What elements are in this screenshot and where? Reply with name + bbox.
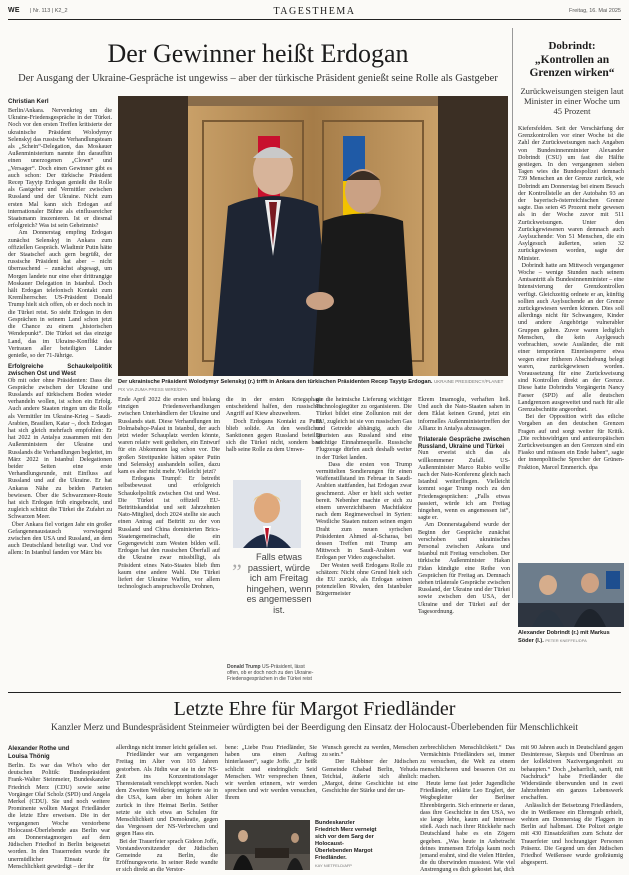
issue-number: | Nr. 113 | K2_2 [30, 8, 68, 14]
story2-column-4 [322, 745, 418, 817]
sidebar-body-3: Bei der Opposition wirft das etliche Vorgaben an den deutschen Grenzen Fragen auf und sorgt weiter für Kritik. „Die rechtswidrigen und antieuropäischen Zurückweisungen an den Grenzen sind ein Fiasko und müssen ein Ende haben“, sagte der innenpolitische Sprecher der Grünen-Fraktion, Marcel Emmerich. dpa [518, 414, 625, 471]
lead-column-1 [8, 108, 112, 688]
sidebar-divider [512, 28, 513, 598]
sidebar-photo-caption-text: Alexander Dobrindt (r.) mit Markus Söder (l.). [518, 630, 610, 644]
lead-col2b-text: Erdogans Trumpf: Er betreibt selbstbewusst und erfolgreich Schaukelpolitik zwischen Ost und West. Die Türkei ist offiziell EU-Beitrittskandidat und seit Jahrzehnten Nato-Mitglied, doch 2024 stellte sie auch einen Antrag auf Beitritt zu der von Russland und China dominierten Brics-Staatengemeinschaft, die ein Gegengewicht zum Westen bilden will. Erdogan hat den russischen Überfall auf die Ukraine zwar missbilligt, als Präsident eines Nato-Staates blieb ihm kaum eine andere Wahl. Die Türkei liefert der Ukraine Waffen, vor allem technologisch anspruchsvolle Drohnen, [118, 476, 221, 591]
lead-col5b-text: Nun erweist sich das als willkommener Zufall. US-Außenminister Marco Rubio wollte nach der Nato-Konferenz gleich nach Istanbul weiterfliegen. Vielleicht kommt sogar Trump noch zu den Friedensgesprächen: „Falls etwas passiert, würde ich am Freitag hingehen, wenn es angemessen ist“, sagte er. [418, 450, 510, 522]
story2-col2-text: allerdings nicht immer leicht gefallen sei. [116, 745, 218, 751]
section-title: TAGESTHEMA [273, 6, 356, 17]
story2-col2b-text: Friedländer war am vergangenen Freitag im Alter von 103 Jahren gestorben. Als Jüdin war sie in der NS-Zeit ins Konzentrationslager Theresienstadt verschleppt worden. Nach dem Zweiten Weltkrieg emigrierte sie in die USA, kam aber im hohen Alter zurück in ihre Heimat Berlin. Seither setzte sie sich etwa an Schulen für Menschlichkeit und Demokratie, gegen das Vergessen der NS-Verbrechen und gegen Hass ein. [116, 752, 219, 838]
pull-quote-credit-text: US-Präsident, lässt offen, ob er doch noch zu den Ukraine-Friedensgesprächen in die Türkei reist [227, 664, 314, 682]
story2-column-2 [116, 745, 219, 874]
lead-col5-text: Ekrem Imamoglu, verhaften ließ. Und auch die Nato-Staaten sahen in dem Eklat keinen Grund, jetzt ein informelles Außenministertreffen der Allianz in Antalya abzusagen. [418, 397, 510, 432]
story2-col4-text: Wunsch gerecht zu werden, Menschen zu sein.“ [322, 745, 418, 759]
story2-column-1 [8, 763, 110, 870]
lead-col3-text: die in der ersten Kriegsphase entscheidend halfen, den russischen Angriff auf Kiew abzuwehren. [226, 397, 322, 418]
story2-headline: Letzte Ehre für Margot Friedländer [173, 698, 456, 720]
lead-photo-caption-text: Der ukrainische Präsident Wolodymyr Selenskyj (r.) trifft in Ankara den türkischen Präsidenten Recep Tayyip Erdogan. [118, 379, 433, 385]
story2-col3-text: bene: „Liebe Frau Friedländer, Sie haben uns einen Auftrag hinterlassen“, sagte Joffe. „Er heißt schlicht und eindringlich: Seid Menschen. Wir versprechen Ihnen, wir werden erinnern, wir werden sprechen und wir werden versuchen, Ihrem [225, 745, 317, 802]
sidebar-body-2: Dobrindt hatte am Mittwoch vergangener Woche – wenige Stunden nach seinem Amtsantritt als Bundesinnenminister – eine Intensivierung der Grenzkontrollen verfügt. Gleichzeitig ordnete er an, künftig sollten auch Asylsuchende an der Grenze zurückgewiesen werden können. Dies soll allerdings nicht für Schwangere, Kinder und andere Angehörige vulnerabler Gruppen gelten. Zuvor waren lediglich Menschen, die kein Asylgesuch vorbrachten, sowie Ausländer, die mit einer temporären Einreisesperre etwa wegen einer früheren Abschiebung belegt waren, zurückgewiesen worden. Voraussetzung für eine Zurückweisung sind Kontrollen direkt an der Grenze. Diese hatte Dobrindts Vorgängerin Nancy Faeser (SPD) auf alle deutschen Landgrenzen ausgeweitet und nach für alle Grenzabschnitte angeordnet. [518, 262, 624, 413]
lead-col4-text: gie die heimische Lieferung wichtiger Technologiegüter zu organisieren. Die Türkei bildet eine Zollunion mit der EU, zugleich ist sie von russischen Gas und Getreide abhängig, auch die Touristen aus Russland sind eine wichtige Einnahmequelle. Russische Flugzeuge dürfen auch deshalb weiter in der Türkei landen. [316, 397, 412, 461]
lead-photo [118, 96, 508, 376]
lead-column-4 [316, 397, 412, 687]
lead-subheading-1: Erfolgreiche Schaukelpolitik zwischen Ost und West [8, 363, 112, 378]
story2-col6b-text: Anlässlich der Beisetzung Friedländers, die in Weißensee ein Ehrengrab erhielt, wehten am Donnerstag die Flaggen in Berlin auf halbmast. Die Polizei zeigte mit 430 Einsatzkräften zum Schutz der Trauerfeier und hochrangiger Personen Präsenz. Die Gegend um den Jüdischen Friedhof Weißensee wurde großräumig abgesperrt. [521, 802, 624, 867]
lead-col4c-text: Der Westen weiß Erdogans Rolle zu schätzen: Nicht ohne Grund hielt sich die EU zurück, als Erdogan seinen potenziellen Rivalen, den Istanbuler Bürgermeister [316, 562, 412, 598]
sidebar-title: „Kontrollen an Grenzen wirken“ [529, 54, 615, 79]
sidebar-body-1: Kiefersfelden. Seit der Verschärfung der Grenzkontrollen vor einer Woche ist die Zahl der Zurückweisungen nach Angaben von Bundesinnenminister Alexander Dobrindt (CSU) um fast die Hälfte gestiegen. In den vergangenen sieben Tagen wies die Bundespolizei demnach 739 Menschen an der Grenze zurück, wie Dobrindt am Donnerstag bei einem Besuch der Kontrollstelle an der Autobahn 93 an der bayerisch-österreichischen Grenze sagte. Das seien 45 Prozent mehr gewesen als in der Woche zuvor mit 511 Zurückweisungen. Unter den Zurückgewiesenen waren demnach auch Asylsuchende: Von 51 Menschen, die ein Asylgesuch äußerten, seien 32 zurückgewiesen worden, sagte der Minister. [518, 126, 624, 262]
sidebar-subtitle: Zurückweisungen steigen laut Minister in einer Woche um 45 Prozent [520, 86, 624, 116]
sidebar-photo [518, 563, 624, 627]
story2-col1-text: Berlin. Es war das Who's who der deutschen Politik: Bundespräsident Frank-Walter Steinmeier, Bundeskanzler Friedrich Merz (CDU) sowie seine Vorgänger Olaf Scholz (SPD) und Angela Merkel (CDU). Sie und noch weitere Prominente wollten Margot Friedländer die letzte Ehre erweisen. Die in der vergangenen Woche verstorbene Holocaust-Überlebende aus Berlin war am Donnerstagmorgen auf dem Jüdischen Friedhof in Berlin beigesetzt worden. In den Trauerreden wurde ihr unermüdlicher Einsatz für Menschlichkeit gewürdigt – der ihr [8, 763, 110, 870]
quote-mark-icon: „ [232, 547, 242, 572]
sidebar-photo-credit: PETER KNEFFEL/DPA [545, 638, 587, 643]
lead-headline: Der Gewinner heißt Erdogan [107, 39, 409, 68]
lead-col1-text: Berlin/Ankara. Nervenkrieg um die Ukraine-Friedensgespräche in der Türkei. Noch vor den ersten Treffen kritisierte der ukrainische Präsident Wolodymyr Selenskyj das russische Verhandlungsteam als „Schein“-Delegation, das Moskauer Außenministerium nannte ihn daraufhin einen unerzogenen „Clown“ und „Versager“. Doch einen Gewinner gibt es auch schon: Der türkische Präsident Recep Tayyip Erdogan genießt die Rolle als Gastgeber und Vermittler zwischen Russland und der Ukraine. Nicht zum ersten Mal kann sich Erdogan auf internationaler Bühne als einflussreicher Staatsmann inszenieren. Ist er diesmal erfolgreich? Was ist sein Geheimnis? [8, 108, 112, 230]
story2-column-5 [420, 745, 515, 874]
story2-col5-text: zerbrechlichen Menschlichkeit.“ Das Vermächtnis Friedländers sei, immer zu versuchen, die Welt zu einem menschlicheren und besseren Ort zu machen. [420, 745, 515, 780]
trump-portrait [233, 480, 301, 548]
lead-subhead: Der Ausgang der Ukraine-Gespräche ist ungewiss – aber der türkische Präsident genießt seine Rolle als Gastgeber [18, 73, 498, 84]
story2-col6-text: mit 90 Jahren auch in Deutschland gegen Desinteresse, Skepsis und Überdruss an der kollektiven Nazivergangenheit zu behaupten.“ Doch „beharrlich, sanft, mit Nachdruck“ habe Friedländer die Widerstände überwunden und in zwei Jahrzehnten ein ganzes Lebenswerk erschaffen. [521, 745, 623, 802]
story2-column-6 [521, 745, 623, 870]
story2-photo-image [225, 820, 310, 870]
story2-col4b-text: Der Rabbiner der Jüdischen Gemeinde Chabad Berlin, Yehuda Teichtal, äußerte sich ähnlich: „Margot, deine Geschichte ist eine Geschichte der Stärke und der un- [322, 759, 419, 795]
story2-photo-caption-text: Bundeskanzler Friedrich Merz verneigt sich vor dem Sarg der Holocaust-Überlebenden Margot Friedländer. [315, 820, 377, 861]
lead-photo-credit: PIX VIA ZUMA PRESS WIRE/DPA [118, 387, 187, 392]
lead-subheading-2: Trilaterale Gespräche zwischen Russland, Ukraine und Türkei [418, 436, 510, 451]
story2-column-3 [225, 745, 317, 817]
lead-col1b-text: Am Donnerstag empfing Erdogan zunächst Selenskyj in Ankara zum offiziellen Gespräch. Wladimir Putin hätte der Staatschef auch gern begrüßt, der russische Präsident hat aber – nicht überraschend – zunächst abgesagt, um Morgen landete nur eine eher drittrangige Moskauer Delegation in Istanbul. Doch hält Erdogan telefonisch Kontakt zum Kremlherrscher. US-Präsident Donald Trump hielt sich offen, ob er doch noch in die Türkei reist. So sieht Erdogan in den Gesprächen in seinem Land schon jetzt die Chance zu einem „historischen Wendepunkt“. Die Türkei sei das einzige Land, das im Ukraine-Konflikt das Vertrauen aller beteiligten Länder genieße, so der 71-Jährige. [8, 230, 112, 359]
lead-col5c-text: Am Donnerstagabend wurde der Beginn der Gespräche zunächst verschoben und ukrainisches Personal zwischen Ankara und Istanbul mit Freitag verschoben. Der türkische Außenminister Hakan Fidan kündigte eine Reihe von Gesprächen für Freitag an. Demnach stehen trilaterale Gespräche zwischen Russland, der Ukraine und der Türkei sowie zwischen den USA, der Ukraine und der Türkei auf der Tagesordnung. [418, 522, 510, 615]
sidebar-photo-caption [518, 630, 624, 645]
lead-column-5 [418, 397, 510, 687]
sidebar-kicker: Dobrindt: [548, 40, 596, 52]
pull-quote-credit-name: Donald Trump [227, 664, 261, 670]
sidebar-body [518, 126, 624, 560]
story2-subhead: Kanzler Merz und Bundespräsident Steinmeier würdigten bei der Beerdigung den Einsatz der Holocaust-Überlebenden für Menschlichkeit [50, 723, 579, 733]
lead-column-2 [118, 397, 220, 687]
lead-col1d-text: Über Ankara fiel vorigen Jahr ein großer Gefangenenaustausch vorwiegend zwischen den USA und Russland, an dem auch Deutschland beteiligt war. Und vor allem: In Istanbul fanden vor März bis [8, 521, 113, 557]
lead-author: Christian Kerl [8, 98, 49, 105]
story2-photo-caption [315, 820, 377, 870]
story2-photo-credit: KAY NIETFELD/AFP [315, 863, 352, 868]
lead-column-3 [226, 397, 322, 477]
story-divider [8, 692, 621, 693]
issue-date: Freitag, 16. Mai 2025 [569, 8, 621, 14]
trump-portrait-image [233, 480, 301, 548]
newspaper-logo: WE [8, 7, 20, 14]
lead-col1c-text: Ob mit oder ohne Präsidenten: Dass die Gespräche zwischen der Ukraine und Russlands auf türkischem Boden wieder verhandeln wollen, ist schon ein Erfolg. Auch andere Staaten ringen um die Rolle als Vermittler im Ukraine-Krieg – Saudi-Arabien, Brasilien, Katar –, doch Erdogan hat sich gleich mehrfach empfohlen: Er hat 2022 in Antalya zusammen mit den Außenministern der Ukraine und Russlands die Verhandlungen begleitet, im März 2022 in Istanbul Delegationen beider Seiten eine erste Verhandlungsrunde, mit Einfluss auf Russland und auf die Ukraine. Er hat Ankaras Nähe zu beiden Parteien bewiesen. Über die Schwarzmeer-Route hat sich Erdogan früh eingebracht, und zugleich schützt die Türkei die Zufahrt zu Schwarzen Meer. [8, 377, 112, 521]
story2-col5b-text: Heute lerne fast jeder Jugendliche Friedländer, erklärte Leo Englert, der Wegbegleiter der Berliner Ehrenbürgerin. Sich erinnerte er daran, dass ihre Geschichte in den USA, wo sie lange lebte, kaum auf Interesse stieß. Auch nach ihrer Rückkehr nach Deutschland habe es ein Zögern gegeben. „Was heute in Anbetracht deines immensen Erfolgs kaum noch jemand erahnt, sind die vielen Hürden, die du überwinden musstest. Wie viel Anstrengung es dich gekostet hat, dich [420, 781, 515, 874]
lead-photo-caption [118, 378, 508, 394]
lead-col3b-text: Doch Erdogans Kontakt zu Putin blieb solide. An den westlichen Sanktionen gegen Russland beteiligt sich die Türkei nicht, sondern baut halb seine Rolle zu dem Umwe- [226, 418, 323, 454]
story2-authors: Alexander Rothe und Louisa Thönig [8, 745, 70, 760]
lead-photo-image [118, 96, 508, 376]
lead-col2-text: Ende April 2022 die ersten und bislang einzigen Friedensverhandlungen zwischen Unterhändlern der Ukraine und Russlands statt. Diese Verhandlungen im Dolmabahçe-Palast in Istanbul, der auch jetzt wieder Schauplatz werden könnte, waren relativ weit gediehen, ein Entwurf für ein Abkommen lag schon vor. Die großen Streitpunkte hätten später Putin und Selenskyj aushandeln sollen, dazu kam es aber nicht mehr. Vielleicht jetzt? [118, 397, 220, 476]
masthead [8, 6, 621, 20]
pull-quote-credit [227, 664, 317, 682]
story2-photo [225, 820, 310, 870]
story2-col2c-text: Bei der Trauerfeier sprach Gideon Joffe, Vorstandsvorsitzender der Jüdischen Gemeinde zu Berlin, die Eröffnungsworte. In seiner Rede wandte er sich direkt an die Verstor- [116, 838, 219, 874]
pull-quote: Falls etwas passiert, würde ich am Freitag hingehen, wenn es angemessen ist. [246, 552, 312, 615]
lead-photo-credit-inline: UKRAINE PRESIDENCY/PLANET [434, 379, 504, 384]
sidebar-photo-image [518, 563, 624, 627]
lead-col4b-text: Dass die ersten von Trump vermittelten Sondierungen für einen Waffenstillstand im Februar in Saudi-Arabien stattfanden, hat Erdogan zwar geschmerzt. Aber er hielt sich weiter bereit. Nebenher machte er sich zu einem unverzichtbaren Machtfaktor nach dem Regimewechsel in Syrien: Westliche Staaten nutzen seinen engen Draht zum neuen syrischen Präsidenten Ahmed al-Scharaa, bei dessen Treffen mit Trump am Mittwoch in Saudi-Arabien war Erdogan per Video zugeschaltet. [316, 461, 412, 562]
